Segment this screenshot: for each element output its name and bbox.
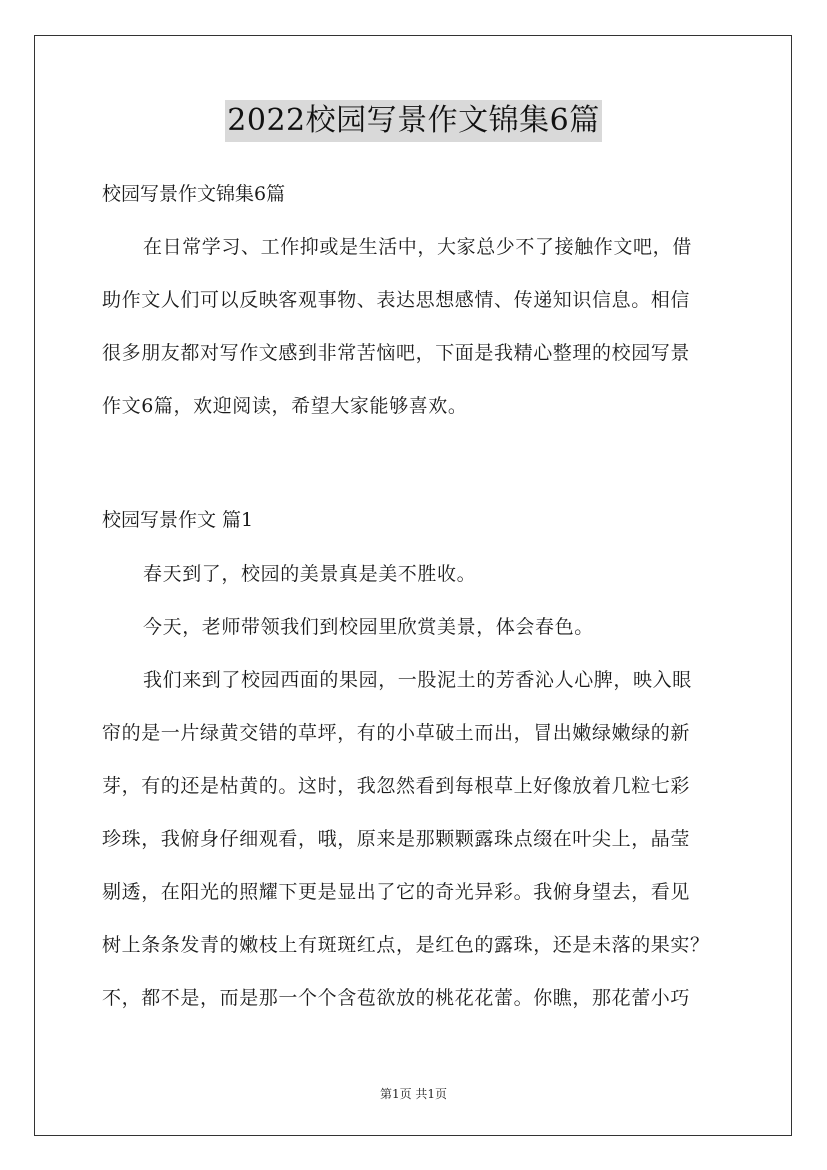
text-line: 今天，老师带领我们到校园里欣赏美景，体会春色。	[143, 616, 594, 638]
paragraph	[102, 548, 725, 601]
paragraph	[102, 601, 725, 654]
text-line: 春天到了，校园的美景真是美不胜收。	[143, 563, 477, 585]
document-subtitle: 校园写景作文锦集6篇	[102, 183, 286, 205]
text-line: 芽，有的还是枯黄的。这时，我忽然看到每根草上好像放着几粒七彩	[102, 775, 691, 797]
text-line: 助作文人们可以反映客观事物、表达思想感情、传递知识信息。相信	[102, 289, 691, 311]
text-line: 作文6篇，欢迎阅读，希望大家能够喜欢。	[102, 395, 468, 417]
text-line: 珍珠，我俯身仔细观看，哦，原来是那颗颗露珠点缀在叶尖上，晶莹	[102, 828, 691, 850]
text-line: 不，都不是，而是那一个个含苞欲放的桃花花蕾。你瞧，那花蕾小巧	[102, 987, 691, 1009]
text-line: 很多朋友都对写作文感到非常苦恼吧，下面是我精心整理的校园写景	[102, 342, 691, 364]
text-line: 我们来到了校园西面的果园，一股泥土的芳香沁人心脾，映入眼	[143, 669, 692, 691]
text-line: 剔透，在阳光的照耀下更是显出了它的奇光异彩。我俯身望去，看见	[102, 881, 691, 903]
text-line: 在日常学习、工作抑或是生活中，大家总少不了接触作文吧，借	[143, 236, 692, 258]
text-line: 帘的是一片绿黄交错的草坪，有的小草破土而出，冒出嫩绿嫩绿的新	[102, 722, 691, 744]
intro-paragraph	[102, 221, 725, 433]
section-heading: 校园写景作文 篇1	[102, 509, 254, 531]
title-container	[0, 100, 827, 142]
document-title: 2022校园写景作文锦集6篇	[225, 100, 601, 142]
paragraph	[102, 654, 725, 1025]
page-footer: 第1页 共1页	[379, 1087, 448, 1101]
text-line: 树上条条发青的嫩枝上有斑斑红点，是红色的露珠，还是未落的果实？	[102, 934, 710, 956]
